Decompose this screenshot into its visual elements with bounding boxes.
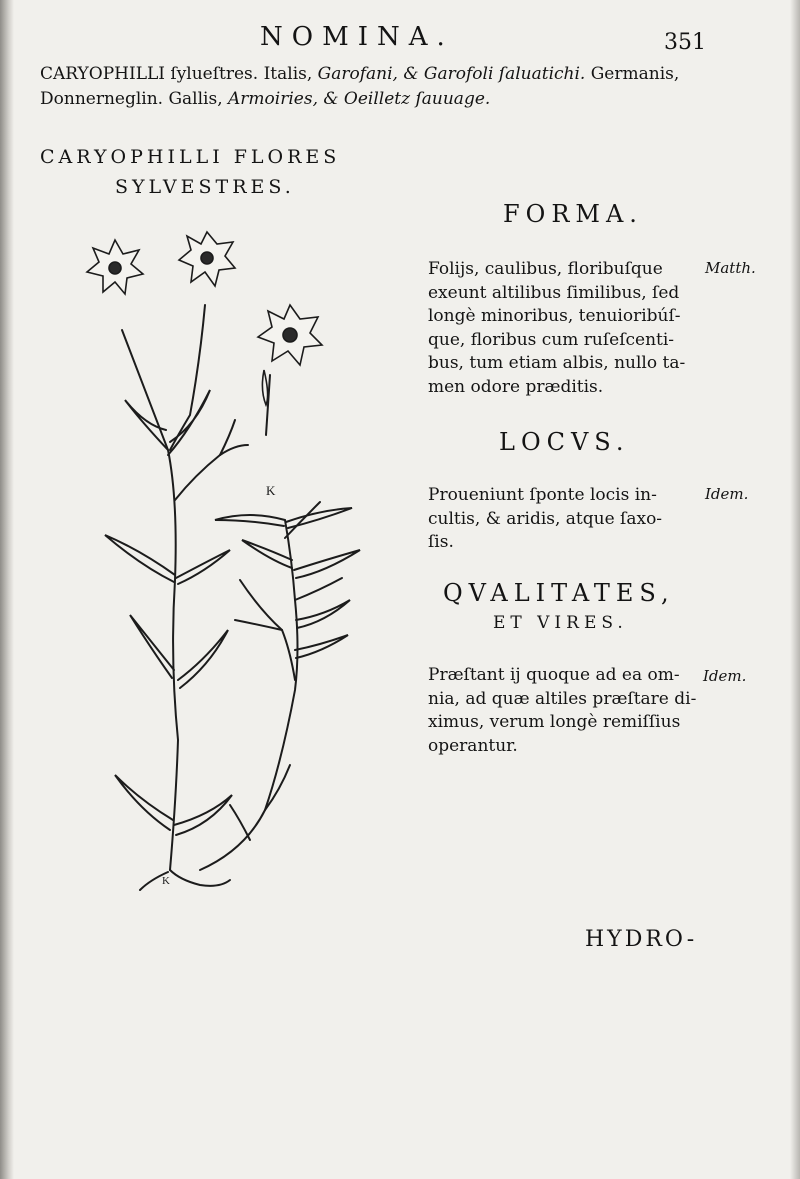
leaf <box>230 805 250 840</box>
section-text-forma <box>428 258 685 399</box>
leaf <box>125 400 168 450</box>
margin-note-idem-1: Idem. <box>705 485 749 503</box>
leaf <box>105 535 175 582</box>
illustration-label-k-bottom: K <box>162 875 170 887</box>
right-branch <box>240 580 295 680</box>
leaf <box>296 600 350 628</box>
page-shadow-left <box>0 0 14 1179</box>
root <box>170 870 230 886</box>
text-line: que, floribus cum ruſeſcenti- <box>428 329 675 350</box>
leaf <box>215 515 285 526</box>
heading-line-2: ET VIRES. <box>493 613 628 633</box>
leaf <box>295 635 348 658</box>
text-line: exeunt altilibus ſimilibus, ſed <box>428 282 680 303</box>
text-line: longè minoribus, tenuioribúſ- <box>428 306 681 326</box>
leaf <box>174 795 232 835</box>
leaf <box>168 390 210 455</box>
plant-title-line-2: SYLVESTRES. <box>115 176 295 198</box>
right-stem <box>200 520 298 870</box>
margin-note-idem-2: Idem. <box>703 667 747 685</box>
flower-bud <box>262 370 267 405</box>
leaf <box>178 630 228 688</box>
text-line: Folijs, caulibus, floribuſque <box>428 259 663 279</box>
left-branch <box>175 455 220 500</box>
nomina-line-2-italic: Armoiries, & Oeilletz ſauuage. <box>228 89 491 109</box>
page-shadow-right <box>790 0 800 1179</box>
leaf <box>130 615 174 678</box>
nomina-line-2-roman: Donnerneglin. Gallis, <box>40 89 229 109</box>
text-line: Præſtant ij quoque ad ea om- <box>428 665 680 685</box>
nomina-line-1-roman-b: Germanis, <box>585 64 680 84</box>
text-line: operantur. <box>428 735 518 756</box>
leaf <box>286 508 352 528</box>
illustration-label-k-top: K <box>266 483 276 498</box>
text-line: Proueniunt ſponte locis in- <box>428 485 657 505</box>
text-line: bus, tum etiam albis, nullo ta- <box>428 353 686 373</box>
leaf <box>294 550 360 578</box>
leaf <box>295 578 342 600</box>
page-number: 351 <box>664 30 706 55</box>
catchword: HYDRO- <box>585 927 698 952</box>
section-heading-qualitates <box>443 578 675 638</box>
text-line: cultis, & aridis, atque ſaxo- <box>428 508 663 529</box>
margin-note-matth: Matth. <box>705 259 756 277</box>
nomina-line-2 <box>40 87 679 112</box>
nomina-block <box>40 62 679 112</box>
nomina-line-1-italic: Garofani, & Garofoli ſaluatichi. <box>317 64 586 84</box>
flower-head <box>258 305 322 365</box>
flower-head <box>87 240 143 294</box>
text-line: men odore præditis. <box>428 376 604 397</box>
text-line: ſis. <box>428 532 454 552</box>
nomina-line-1-roman-a: CARYOPHILLI ſylueſtres. Italis, <box>40 64 318 84</box>
leaf <box>235 620 282 630</box>
leaf <box>115 775 173 830</box>
plant-woodcut-illustration <box>70 220 380 910</box>
section-heading-forma: FORMA. <box>503 200 643 228</box>
plant-title-line-1: CARYOPHILLI FLORES <box>40 146 341 168</box>
heading-line-1: QVALITATES, <box>443 579 675 607</box>
section-heading-locus: LOCVS. <box>499 428 630 456</box>
leaf <box>242 540 292 568</box>
section-text-locus <box>428 484 662 555</box>
leaf <box>176 550 230 584</box>
text-line: ximus, verum longè remiſſius <box>428 712 681 732</box>
section-text-qualitates <box>428 664 696 758</box>
running-head: NOMINA. <box>260 22 454 52</box>
nomina-line-1 <box>40 62 679 87</box>
plant-title <box>40 142 340 202</box>
text-line: nia, ad quæ altiles præſtare di- <box>428 688 697 709</box>
flower-head <box>179 232 235 286</box>
